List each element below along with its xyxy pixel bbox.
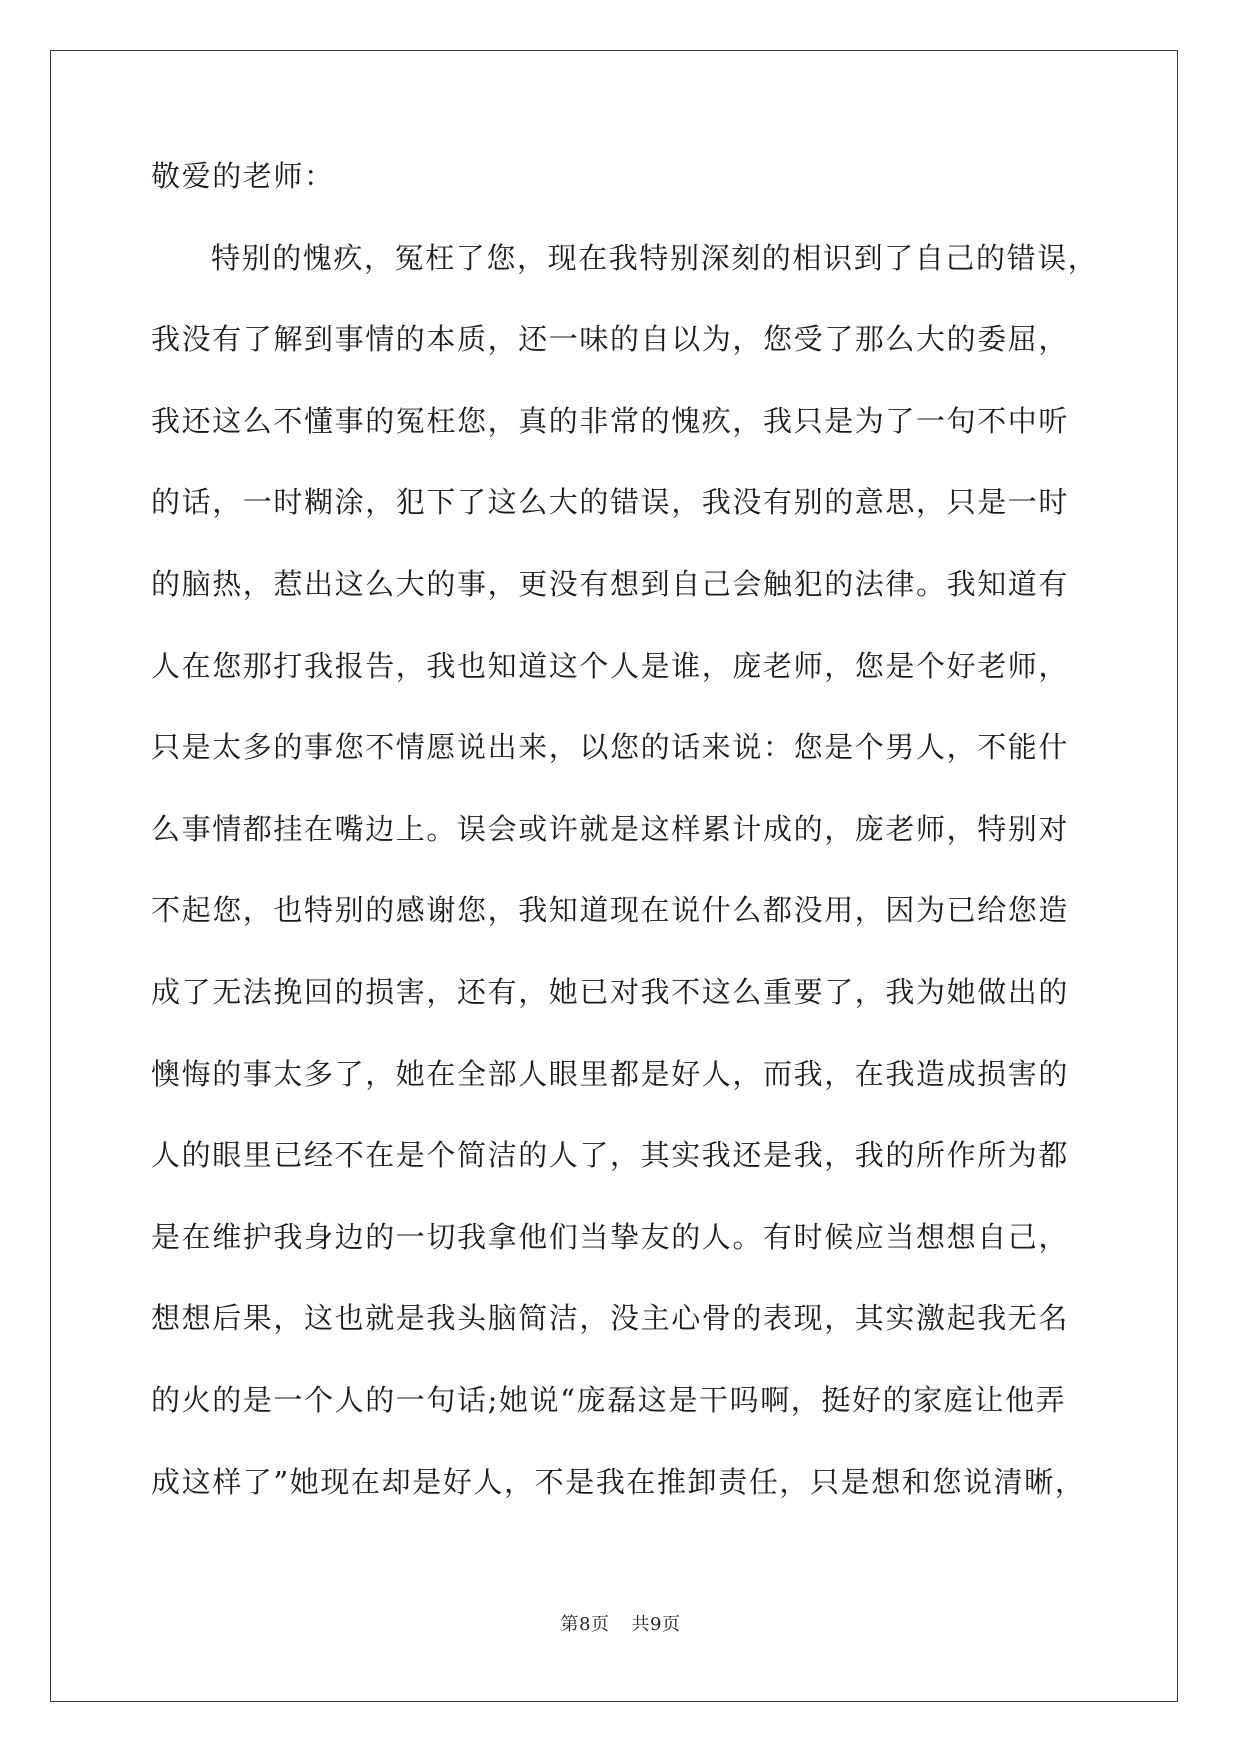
paragraph-line: 人在您那打我报告，我也知道这个人是谁，庞老师，您是个好老师，	[151, 648, 1070, 683]
paragraph-line: 成了无法挽回的损害，还有，她已对我不这么重要了，我为她做出的	[151, 974, 1070, 1009]
paragraph-line: 我还这么不懂事的冤枉您，真的非常的愧疚，我只是为了一句不中听	[151, 403, 1070, 438]
letter-body	[151, 156, 1111, 1543]
page-footer	[0, 1610, 1241, 1636]
paragraph-line: 的火的是一个人的一句话;她说“庞磊这是干吗啊，挺好的家庭让他弄	[151, 1382, 1067, 1417]
page-total: 共9页	[631, 1614, 681, 1635]
paragraph-line: 只是太多的事您不情愿说出来，以您的话来说：您是个男人，不能什	[151, 730, 1070, 765]
paragraph-line: 的脑热，惹出这么大的事，更没有想到自己会触犯的法律。我知道有	[151, 566, 1070, 601]
paragraph-line: 不起您，也特别的感谢您，我知道现在说什么都没用，因为已给您造	[151, 893, 1070, 928]
paragraph-line: 想想后果，这也就是我头脑简洁，没主心骨的表现，其实激起我无名	[151, 1301, 1070, 1336]
paragraph-line: 么事情都挂在嘴边上。误会或许就是这样累计成的，庞老师，特别对	[151, 811, 1070, 846]
paragraph-line: 成这样了”她现在却是好人，不是我在推卸责任，只是想和您说清晰，	[151, 1464, 1086, 1499]
paragraph-line: 的话，一时糊涂，犯下了这么大的错误，我没有别的意思，只是一时	[151, 485, 1070, 520]
paragraph-line: 是在维护我身边的一切我拿他们当挚友的人。有时候应当想想自己，	[151, 1219, 1070, 1254]
page-number: 第8页	[560, 1614, 610, 1635]
paragraph-line: 懊悔的事太多了，她在全部人眼里都是好人，而我，在我造成损害的	[151, 1056, 1070, 1091]
paragraph-line: 人的眼里已经不在是个简洁的人了，其实我还是我，我的所作所为都	[151, 1138, 1070, 1173]
paragraph-line: 我没有了解到事情的本质，还一味的自以为，您受了那么大的委屈，	[151, 322, 1070, 357]
salutation: 敬爱的老师：	[151, 159, 335, 193]
paragraph-line: 特别的愧疚，冤枉了您，现在我特别深刻的相识到了自己的错误，	[211, 240, 1099, 275]
